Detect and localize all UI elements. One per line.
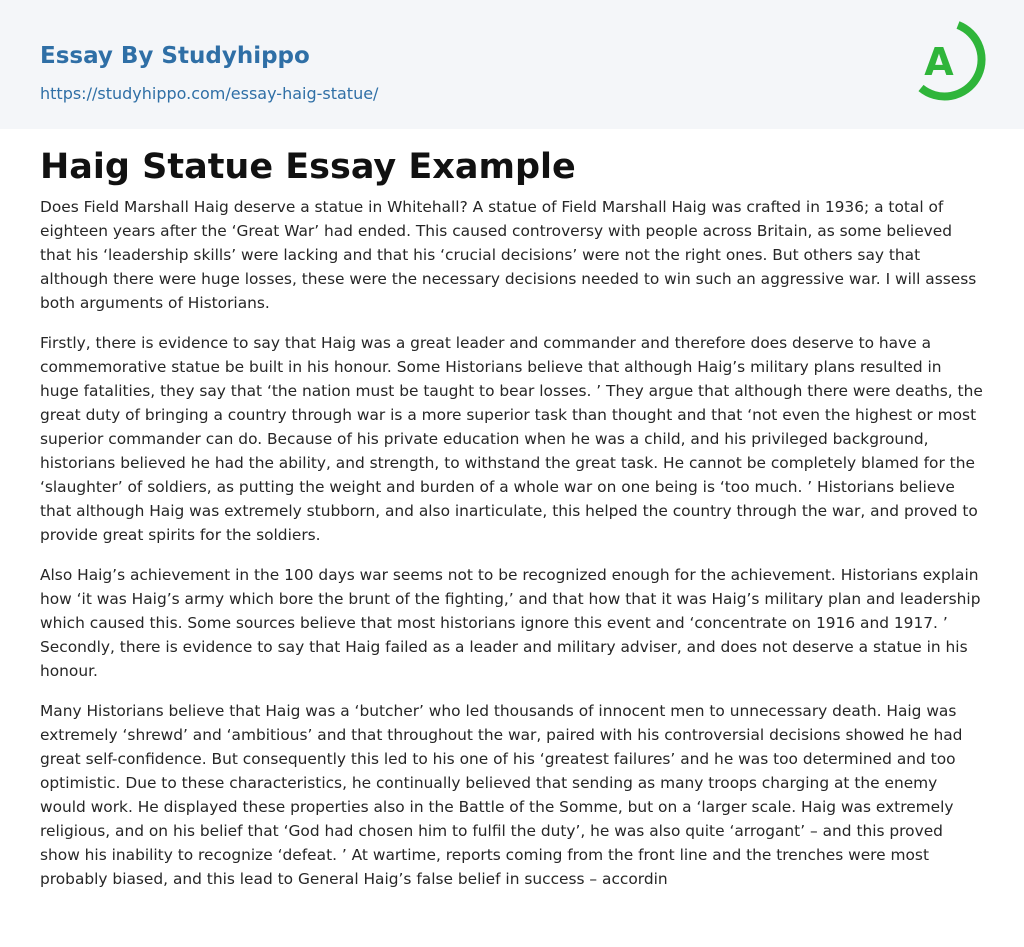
studyhippo-logo-icon[interactable] [912, 18, 988, 106]
logo-letter: A [924, 40, 954, 84]
site-header [0, 0, 1024, 129]
essay-title: Haig Statue Essay Example [40, 147, 576, 187]
essay-paragraph: Does Field Marshall Haig deserve a statue in Whitehall? A statue of Field Marshall Haig was crafted in 1936; a total of eighteen years after the ‘Great War’ had ended. This caused controversy with people across Britain, as some believed that his ‘leadership skills’ were lacking and that his ‘crucial decisions’ were not the right ones. But others say that although there were huge losses, these were the necessary decisions needed to win such an aggressive war. I will assess both arguments of Historians. [40, 198, 977, 312]
essay-content [40, 143, 984, 907]
essay-paragraph: Many Historians believe that Haig was a ‘butcher’ who led thousands of innocent men to unnecessary death. Haig was extremely ‘shrewd’ and ‘ambitious’ and that throughout the war, paired with his controversial decisions showed he had great self-confidence. But consequently this led to his one of his ‘greatest failures’ and he was too determined and too optimistic. Due to these characteristics, he continually believed that sending as many troops charging at the enemy would work. He displayed these properties also in the Battle of the Somme, but on a ‘larger scale. Haig was extremely religious, and on his belief that ‘God had chosen him to fulfil the duty’, he was also quite ‘arrogant’ – and this proved show his inability to recognize ‘defeat. ’ At wartime, reports coming from the front line and the trenches were most probably biased, and this lead to General Haig’s false belief in success – accordin [40, 702, 963, 888]
brand-title[interactable]: Essay By Studyhippo [40, 43, 310, 69]
essay-paragraph: Also Haig’s achievement in the 100 days war seems not to be recognized enough for the achievement. Historians explain how ‘it was Haig’s army which bore the brunt of the fighting,’ and that how that it was Haig’s military plan and leadership which caused this. Some sources believe that most historians ignore this event and ‘concentrate on 1916 and 1917. ’ Secondly, there is evidence to say that Haig failed as a leader and military adviser, and does not deserve a statue in his honour. [40, 566, 981, 680]
essay-paragraph: Firstly, there is evidence to say that Haig was a great leader and commander and therefore does deserve to have a commemorative statue be built in his honour. Some Historians believe that although Haig’s military plans resulted in huge fatalities, they say that ‘the nation must be taught to bear losses. ’ They argue that although there were deaths, the great duty of bringing a country through war is a more superior task than thought and that ‘not even the highest or most superior commander can do. Because of his private education when he was a child, and his privileged background, historians believed he had the ability, and strength, to withstand the great task. He cannot be completely blamed for the ‘slaughter’ of soldiers, as putting the weight and burden of a whole war on one being is ‘too much. ’ Historians believe that although Haig was extremely stubborn, and also inarticulate, this helped the country through the war, and proved to provide great spirits for the soldiers. [40, 334, 983, 544]
essay-url-link[interactable]: https://studyhippo.com/essay-haig-statue/ [40, 84, 379, 103]
